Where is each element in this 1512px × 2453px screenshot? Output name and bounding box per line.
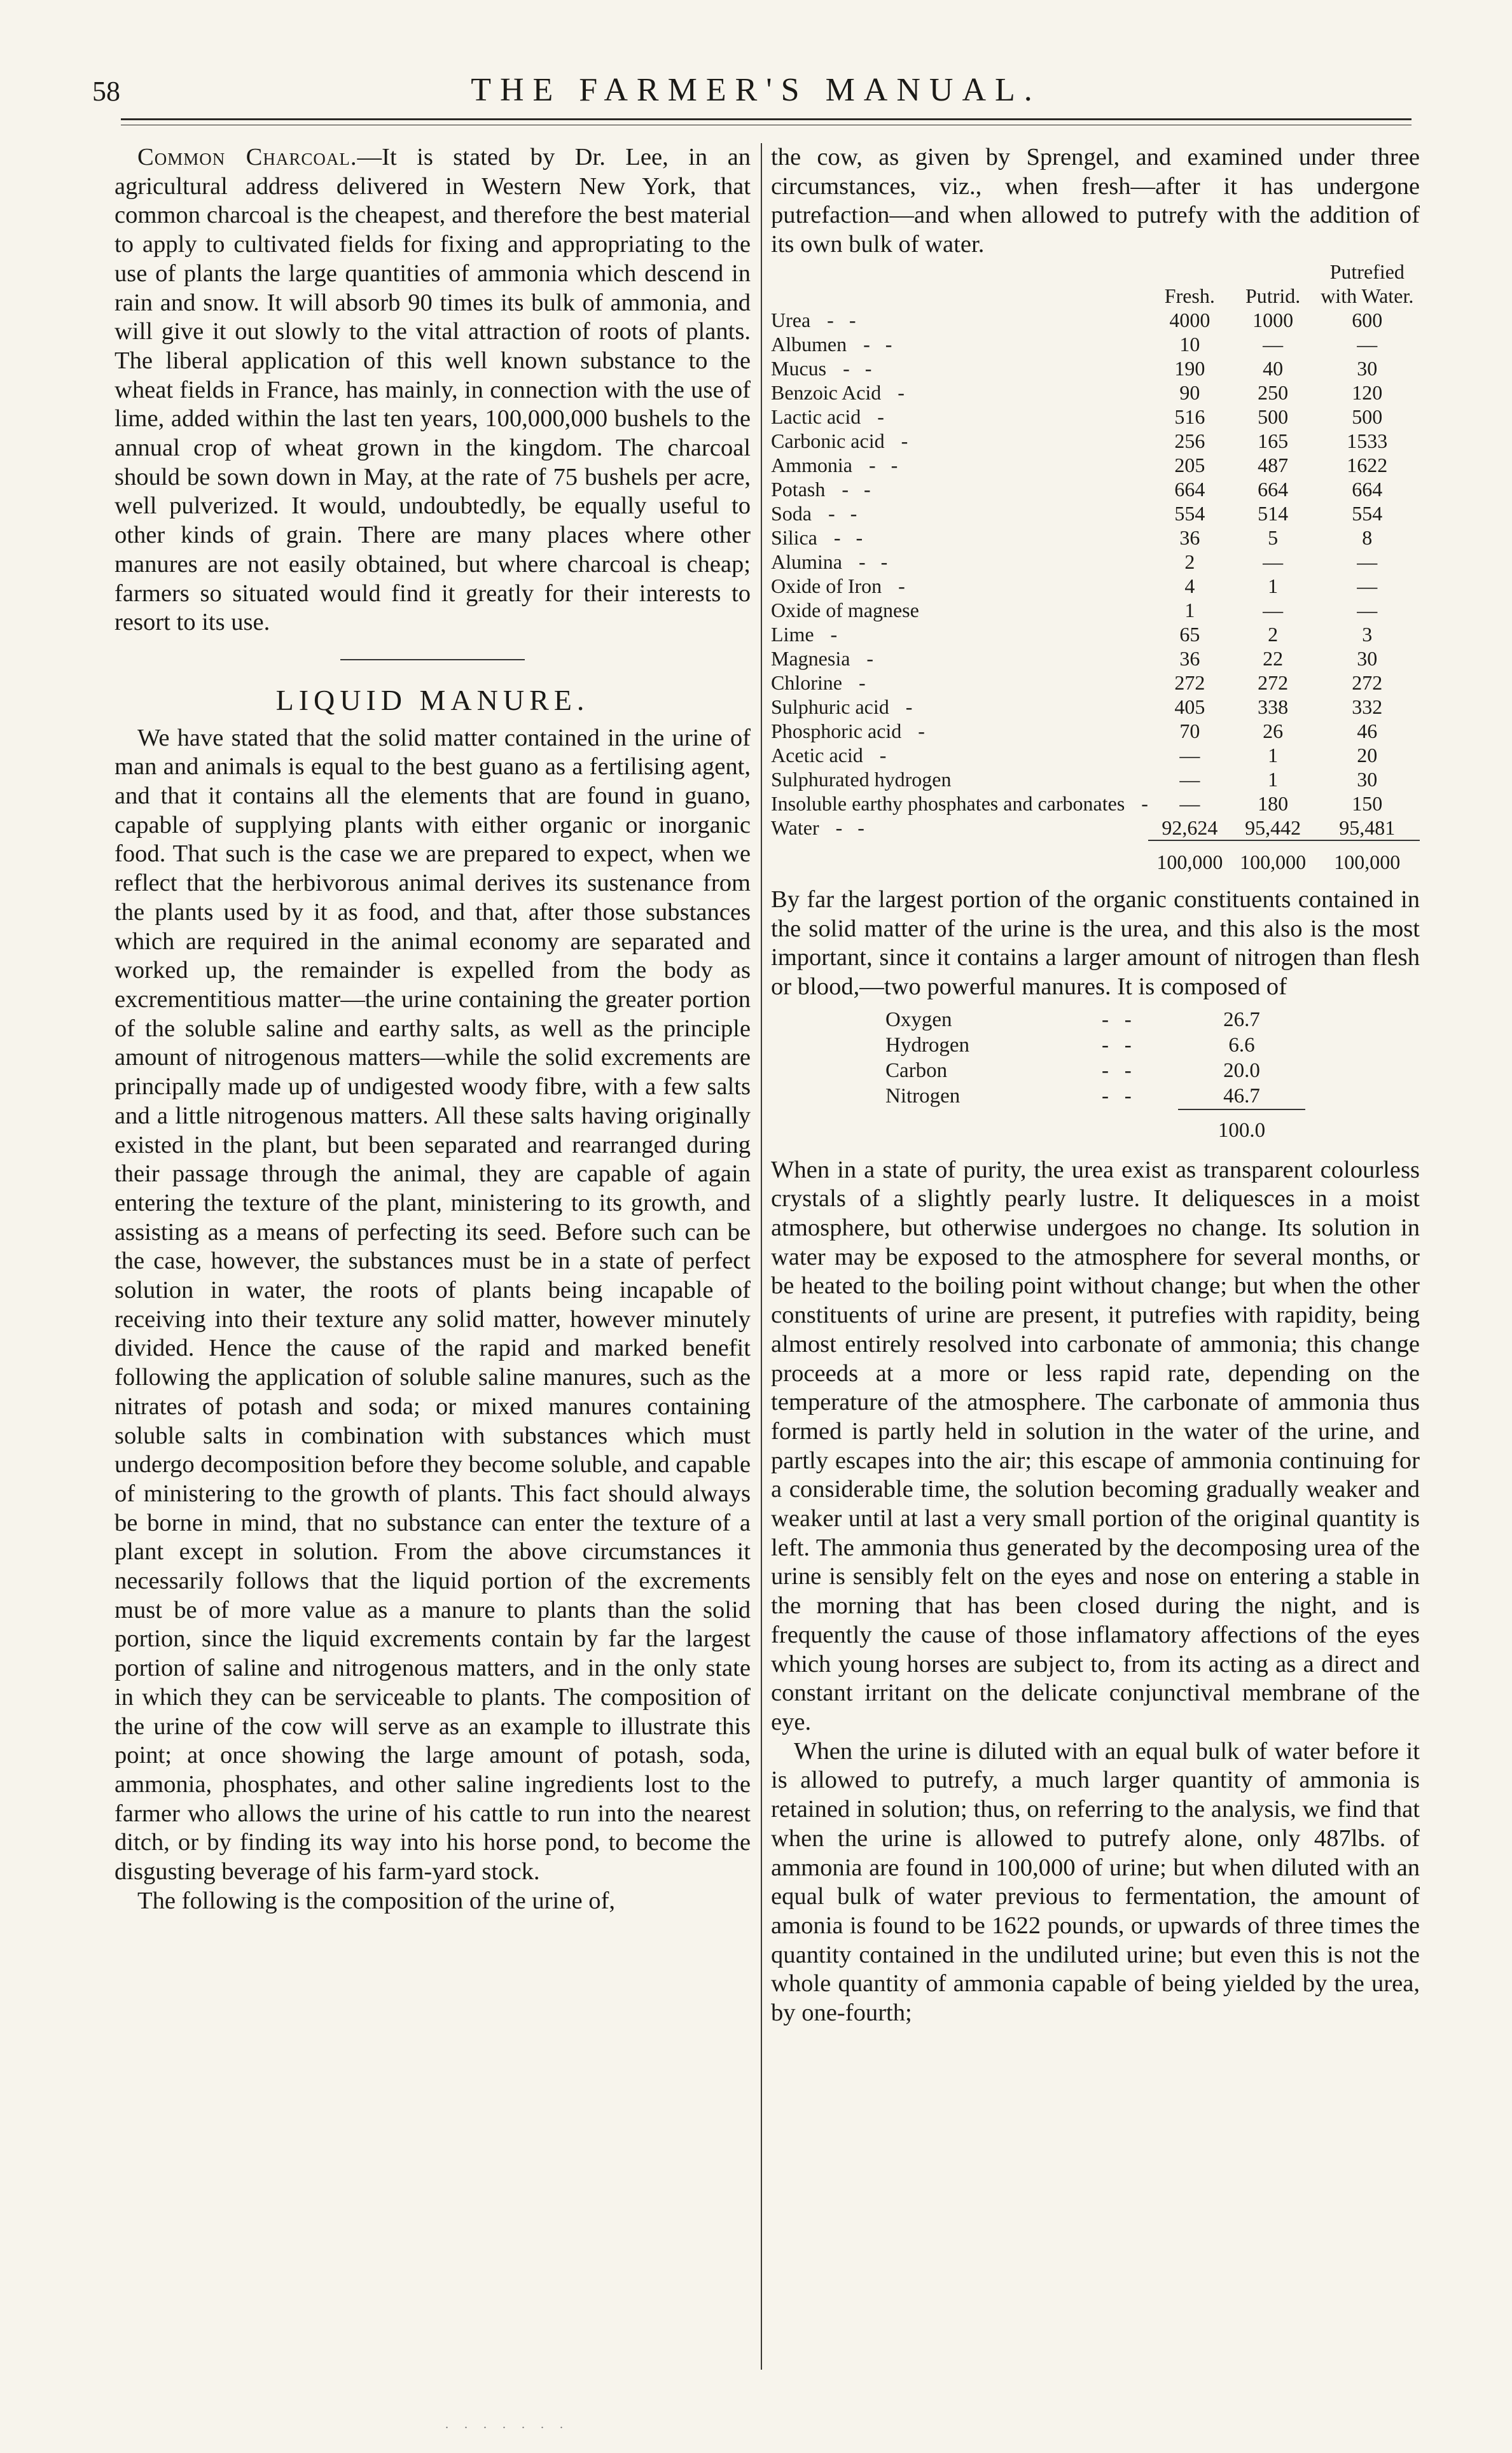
total-water: 100,000 xyxy=(1315,840,1420,874)
value-fresh: 664 xyxy=(1174,477,1205,501)
substance-label: Potash xyxy=(771,477,826,501)
value-fresh: 1 xyxy=(1184,598,1195,622)
substance-name xyxy=(771,429,1148,453)
value-putrid: 40 xyxy=(1263,356,1284,380)
table-row xyxy=(771,743,1420,767)
substance-label: Sulphuric acid xyxy=(771,695,889,718)
table-row xyxy=(771,429,1420,453)
left-column xyxy=(114,143,751,1915)
value-putrefied-water: 8 xyxy=(1362,525,1373,549)
value-putrid: 5 xyxy=(1268,525,1279,549)
value-putrid: 1 xyxy=(1268,743,1279,767)
substance-label: Carbonic acid xyxy=(771,429,885,452)
urea-row xyxy=(885,1007,1305,1032)
intro-paragraph: the cow, as given by Sprengel, and examined under three circumstances, viz., when fresh—after it has undergone putrefaction—and when allowed to putrefy with the addition of its own bulk of water. xyxy=(771,144,1420,258)
leader-dots: - - xyxy=(842,477,871,501)
leader-dots: - - xyxy=(833,525,863,549)
substance-label: Lactic acid xyxy=(771,405,861,428)
table-row xyxy=(771,380,1420,405)
substance-name xyxy=(771,671,1148,695)
table-row xyxy=(771,308,1420,332)
table-row xyxy=(771,598,1420,622)
substance-label: Urea xyxy=(771,308,811,331)
leader-dots: - xyxy=(898,380,905,404)
urea-paragraph: By far the largest portion of the organic constituents contained in the solid matter of the urine is the urea, and this also is the most important, since it contains a larger amount of nitrogen than flesh or blood,—two powerful manures. It is composed of xyxy=(771,886,1420,1000)
value-putrid: — xyxy=(1263,598,1284,622)
value-putrefied-water: — xyxy=(1357,550,1378,573)
substance-name xyxy=(771,598,1148,622)
value-putrid: 1 xyxy=(1268,767,1279,791)
leader-dots: - - xyxy=(863,332,892,356)
leader-dots: - - xyxy=(827,308,856,331)
header-putrefied-water: Putrefied with Water. xyxy=(1321,260,1414,307)
leader-dots: - xyxy=(866,646,874,670)
value-putrefied-water: 46 xyxy=(1357,719,1378,742)
value-putrefied-water: 95,481 xyxy=(1339,816,1396,839)
value-fresh: 36 xyxy=(1179,646,1200,670)
table-row xyxy=(771,550,1420,574)
leader-dots: - xyxy=(1141,791,1148,815)
table-row xyxy=(771,719,1420,743)
page-bottom-marks: . . . . . . . xyxy=(445,2417,569,2431)
value-putrid: 514 xyxy=(1258,501,1289,525)
substance-label: Oxide of magnese xyxy=(771,598,919,622)
substance-name xyxy=(771,695,1148,719)
value-putrefied-water: 30 xyxy=(1357,356,1378,380)
substance-label: Soda xyxy=(771,501,812,525)
element-name: Carbon xyxy=(885,1059,948,1082)
value-putrefied-water: 332 xyxy=(1352,695,1383,718)
leader-dots: - - xyxy=(828,501,857,525)
charcoal-heading: Common Charcoal. xyxy=(137,144,357,170)
value-fresh: 554 xyxy=(1174,501,1205,525)
header-putrid: Putrid. xyxy=(1245,284,1301,307)
value-putrid: 250 xyxy=(1258,380,1289,404)
table-row xyxy=(771,695,1420,719)
value-fresh: 205 xyxy=(1174,453,1205,476)
total-putrid: 100,000 xyxy=(1231,840,1315,874)
substance-name xyxy=(771,646,1148,671)
urea-row xyxy=(885,1058,1305,1083)
substance-label: Alumina xyxy=(771,550,842,573)
table-header-blank xyxy=(771,260,1148,308)
table-row xyxy=(771,791,1420,816)
value-putrefied-water: — xyxy=(1357,332,1378,356)
substance-name xyxy=(771,743,1148,767)
value-putrid: 487 xyxy=(1258,453,1289,476)
leader-dots: - - xyxy=(868,453,898,476)
value-putrefied-water: — xyxy=(1357,574,1378,597)
substance-label: Mucus xyxy=(771,356,827,380)
value-putrid: 165 xyxy=(1258,429,1289,452)
substance-label: Silica xyxy=(771,525,817,549)
value-putrefied-water: 3 xyxy=(1362,622,1373,646)
section-divider xyxy=(340,659,525,660)
value-fresh: 190 xyxy=(1174,356,1205,380)
table-header-row xyxy=(771,260,1420,308)
element-value: 46.7 xyxy=(1223,1084,1260,1108)
liquid-manure-paragraph: We have stated that the solid matter contained in the urine of man and animals is equal to the best guano as a fertilising agent, and that it contains all the elements that are found in guano, capable of supplying plants with either organic or inorganic food. That such is the case we are prepared to expect, when we reflect that the herbivorous animal derives its sustenance from the plants used by it as food, and that, after those substances which are required in the animal economy are separated and worked up, the remainder is expelled from the body as excrementitious matter—the urine containing the greater portion of the soluble saline and earthy salts, as well as the principle amount of nitrogenous matters—while the solid excrements are principally made up of undigested woody fibre, with a few salts and a little nitrogenous matters. All these salts having originally existed in the plant, but been separated and rearranged during their passage through the animal, they are capable of again entering the texture of the plant, ministering to its growth, and assisting as a means of perfecting its seed. Before such can be the case, however, the substances must be in a state of perfect solution in water, the roots of plants being incapable of receiving into their texture any solid matter, however minutely divided. Hence the cause of the rapid and marked benefit following the application of soluble saline manures, such as the nitrates of potash and soda; or mixed manures containing soluble salts in combination with substances which must undergo decomposition before they become soluble, and capable of ministering to the growth of plants. This fact should always be borne in mind, that no substance can enter the texture of a plant except in solution. From the above circumstances it necessarily follows that the liquid portion of the excrements must be of more value as a manure to plants than the solid portion, since the liquid excrements contain by far the largest portion of saline and nitrogenous matters, and in the only state in which they can be serviceable to plants. The composition of the urine of the cow will serve as an example to illustrate this point; at once showing the large amount of potash, soda, ammonia, phosphates, and other saline ingredients lost to the farmer who allows the urine of his cattle to run into the nearest ditch, or by finding its way into his horse pond, to become the disgusting beverage of his farm-yard stock. xyxy=(114,724,751,1886)
value-fresh: 92,624 xyxy=(1162,816,1218,839)
value-putrefied-water: 150 xyxy=(1352,791,1383,815)
substance-label: Lime xyxy=(771,622,814,646)
column-divider xyxy=(761,143,762,2370)
substance-label: Benzoic Acid xyxy=(771,380,882,404)
value-putrid: 180 xyxy=(1258,791,1289,815)
substance-name xyxy=(771,791,1148,816)
leader-dots: - - xyxy=(1102,1085,1132,1108)
value-fresh: — xyxy=(1179,743,1200,767)
leader-dots: - xyxy=(898,574,905,597)
urea-composition-table xyxy=(885,1007,1305,1143)
substance-label: Sulphurated hydrogen xyxy=(771,767,952,791)
value-putrefied-water: 1622 xyxy=(1347,453,1388,476)
value-putrid: 95,442 xyxy=(1245,816,1301,839)
page-number: 58 xyxy=(92,76,120,107)
value-fresh: — xyxy=(1179,767,1200,791)
element-name: Oxygen xyxy=(885,1008,952,1031)
urine-analysis-table xyxy=(771,260,1420,874)
value-putrefied-water: 120 xyxy=(1352,380,1383,404)
substance-name xyxy=(771,332,1148,356)
table-row xyxy=(771,332,1420,356)
value-putrid: 2 xyxy=(1268,622,1279,646)
header-rule xyxy=(121,118,1411,120)
leader-dots: - xyxy=(830,622,838,646)
purity-paragraph: When in a state of purity, the urea exist as transparent colourless crystals of a slightly pearly lustre. It deliquesces in a moist atmosphere, but otherwise undergoes no change. Its solution in water may be exposed to the atmosphere for several months, or be heated to the boiling point without change; but when the other constituents of urine are present, it putrefies with rapidity, being almost entirely resolved into carbonate of ammonia; this change proceeds at a more or less rapid rate, depending on the temperature of the atmosphere. The carbonate of ammonia thus formed is partly held in solution in the water of the urine, and partly escapes into the air; this escape of ammonia continuing for a considerable time, the solution becoming gradually weaker and weaker until at last a very small portion of the original quantity is left. The ammonia thus generated by the decomposing urea of the urine is sensibly felt on the eyes and nose on entering a stable in the morning that has been closed during the night, and is frequently the cause of those inflamatory affections of the eyes which young horses are subject to, from its acting as a direct and constant irritant on the delicate conjunctival membrane of the eye. xyxy=(771,1156,1420,1735)
table-row xyxy=(771,646,1420,671)
substance-name xyxy=(771,574,1148,598)
substance-name xyxy=(771,719,1148,743)
value-fresh: 2 xyxy=(1184,550,1195,573)
substance-name xyxy=(771,816,1148,840)
element-name: Hydrogen xyxy=(885,1033,969,1057)
leader-dots: - - xyxy=(1102,1059,1132,1082)
value-fresh: 65 xyxy=(1179,622,1200,646)
value-putrid: 500 xyxy=(1258,405,1289,428)
substance-name xyxy=(771,525,1148,550)
leader-dots: - - xyxy=(1102,1008,1132,1031)
substance-label: Phosphoric acid xyxy=(771,719,902,742)
leader-dots: - xyxy=(901,429,908,452)
running-title: THE FARMER'S MANUAL. xyxy=(471,72,1041,108)
value-putrefied-water: 272 xyxy=(1352,671,1383,694)
substance-name xyxy=(771,380,1148,405)
value-putrefied-water: 30 xyxy=(1357,767,1378,791)
value-fresh: 90 xyxy=(1179,380,1200,404)
total-fresh: 100,000 xyxy=(1148,840,1231,874)
substance-label: Chlorine xyxy=(771,671,842,694)
right-column xyxy=(771,143,1420,2028)
value-fresh: 256 xyxy=(1174,429,1205,452)
urea-row xyxy=(885,1083,1305,1109)
section-title: LIQUID MANURE. xyxy=(275,683,590,716)
value-putrid: 272 xyxy=(1258,671,1289,694)
substance-name xyxy=(771,405,1148,429)
value-putrefied-water: 600 xyxy=(1352,308,1383,331)
substance-label: Insoluble earthy phosphates and carbonates xyxy=(771,791,1125,815)
urea-row xyxy=(885,1032,1305,1058)
leader-dots: - - xyxy=(858,550,888,573)
leader-dots: - xyxy=(858,671,866,694)
substance-label: Albumen xyxy=(771,332,847,356)
substance-name xyxy=(771,622,1148,646)
leader-dots: - xyxy=(905,695,913,718)
table-row xyxy=(771,477,1420,501)
table-row xyxy=(771,525,1420,550)
substance-name xyxy=(771,308,1148,332)
substance-name xyxy=(771,356,1148,380)
value-putrefied-water: 500 xyxy=(1352,405,1383,428)
table-total-row xyxy=(771,840,1420,874)
leader-dots: - - xyxy=(843,356,872,380)
liquid-manure-paragraph-2: The following is the composition of the urine of, xyxy=(137,1887,616,1914)
urea-total-value: 100.0 xyxy=(1178,1109,1305,1143)
leader-dots: - xyxy=(879,743,887,767)
charcoal-paragraph xyxy=(114,143,751,637)
table-row xyxy=(771,622,1420,646)
value-putrefied-water: — xyxy=(1357,598,1378,622)
value-putrid: 338 xyxy=(1258,695,1289,718)
table-row xyxy=(771,816,1420,840)
dilution-paragraph: When the urine is diluted with an equal bulk of water before it is allowed to putrefy, a much larger quantity of ammonia is retained in solution; thus, on referring to the analysis, we find that when the urine is allowed to putrefy alone, only 487lbs. of ammonia are found in 100,000 of urine; but when diluted with an equal bulk of water previous to fermentation, the amount of amonia is found to be 1622 pounds, or upwards of three times the quantity contained in the undiluted urine; but even this is not the whole quantity of ammonia capable of being yielded by the urea, by one-fourth; xyxy=(771,1737,1420,2027)
substance-name xyxy=(771,767,1148,791)
table-row xyxy=(771,453,1420,477)
value-fresh: 272 xyxy=(1174,671,1205,694)
table-row xyxy=(771,501,1420,525)
substance-label: Acetic acid xyxy=(771,743,863,767)
substance-name xyxy=(771,477,1148,501)
value-putrid: 1000 xyxy=(1252,308,1294,331)
substance-label: Oxide of Iron xyxy=(771,574,882,597)
value-fresh: 405 xyxy=(1174,695,1205,718)
value-fresh: 4 xyxy=(1184,574,1195,597)
table-row xyxy=(771,405,1420,429)
substance-label: Ammonia xyxy=(771,453,852,476)
leader-dots: - xyxy=(877,405,884,428)
value-putrid: 22 xyxy=(1263,646,1284,670)
value-putrefied-water: 1533 xyxy=(1347,429,1388,452)
value-putrid: 26 xyxy=(1263,719,1284,742)
charcoal-text: —It is stated by Dr. Lee, in an agricultural address delivered in Western New York, that common charcoal is the cheapest, and therefore the best material to apply to cultivated fields for fixing and appropriating to the use of plants the large quantities of ammonia which descend in rain and snow. It will absorb 90 times its bulk of ammonia, and will give it out slowly to the vital attraction of roots of plants. The liberal application of this well known substance to the wheat fields in France, has mainly, in connection with the use of lime, added within the last ten years, 100,000,000 bushels to the annual crop of wheat grown in the kingdom. The charcoal should be sown down in May, at the rate of 75 bushels per acre, well pulverized. It would, undoubtedly, be equally useful to other kinds of grain. There are many places where other manures are not easily obtained, but where charcoal is cheap; farmers so situated would find it greatly for their interests to resort to its use. xyxy=(114,144,751,636)
table-row xyxy=(771,574,1420,598)
value-putrid: 1 xyxy=(1268,574,1279,597)
value-putrefied-water: 30 xyxy=(1357,646,1378,670)
urea-total-dots xyxy=(1102,1109,1178,1143)
value-fresh: 4000 xyxy=(1169,308,1210,331)
table-row xyxy=(771,671,1420,695)
substance-label: Magnesia xyxy=(771,646,850,670)
element-value: 6.6 xyxy=(1228,1033,1255,1057)
element-value: 26.7 xyxy=(1223,1008,1260,1031)
element-name: Nitrogen xyxy=(885,1085,961,1108)
urea-total-label xyxy=(885,1109,1102,1143)
value-fresh: 70 xyxy=(1179,719,1200,742)
leader-dots: - xyxy=(918,719,925,742)
substance-name xyxy=(771,453,1148,477)
value-putrefied-water: 554 xyxy=(1352,501,1383,525)
table-row xyxy=(771,356,1420,380)
value-putrid: — xyxy=(1263,550,1284,573)
table-row xyxy=(771,767,1420,791)
value-fresh: — xyxy=(1179,791,1200,815)
value-fresh: 516 xyxy=(1174,405,1205,428)
value-putrefied-water: 664 xyxy=(1352,477,1383,501)
element-value: 20.0 xyxy=(1223,1059,1260,1082)
total-label xyxy=(771,840,1148,874)
urea-total-row xyxy=(885,1109,1305,1143)
value-fresh: 10 xyxy=(1179,332,1200,356)
value-putrid: 664 xyxy=(1258,477,1289,501)
header-fresh: Fresh. xyxy=(1164,284,1215,307)
substance-name xyxy=(771,550,1148,574)
substance-name xyxy=(771,501,1148,525)
leader-dots: - - xyxy=(835,816,864,840)
leader-dots: - - xyxy=(1102,1033,1132,1057)
value-fresh: 36 xyxy=(1179,525,1200,549)
value-putrid: — xyxy=(1263,332,1284,356)
value-putrefied-water: 20 xyxy=(1357,743,1378,767)
substance-label: Water xyxy=(771,816,819,840)
